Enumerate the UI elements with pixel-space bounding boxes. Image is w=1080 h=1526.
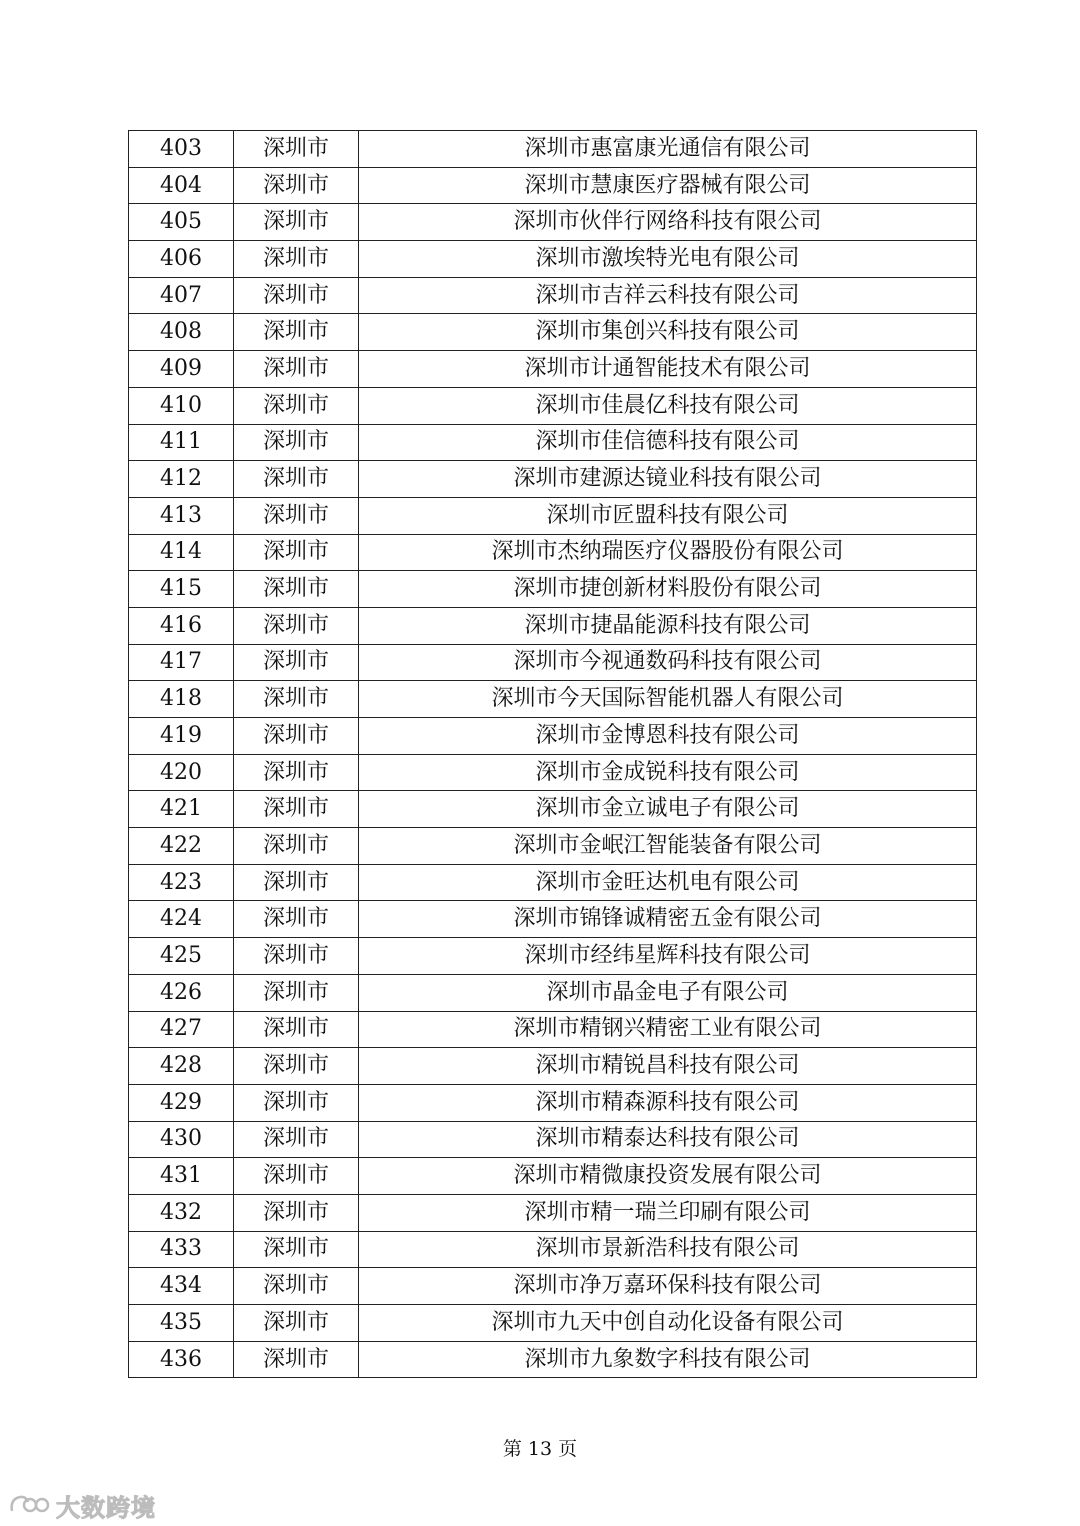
city-cell: 深圳市 bbox=[234, 424, 359, 461]
city-cell: 深圳市 bbox=[234, 1305, 359, 1342]
table-row bbox=[129, 461, 977, 498]
company-name-cell: 深圳市经纬星辉科技有限公司 bbox=[359, 938, 977, 975]
table-row bbox=[129, 1048, 977, 1085]
city-cell: 深圳市 bbox=[234, 864, 359, 901]
company-name-cell: 深圳市九天中创自动化设备有限公司 bbox=[359, 1305, 977, 1342]
company-name-cell: 深圳市金立诚电子有限公司 bbox=[359, 791, 977, 828]
company-name-cell: 深圳市激埃特光电有限公司 bbox=[359, 241, 977, 278]
city-cell: 深圳市 bbox=[234, 974, 359, 1011]
row-number-cell: 424 bbox=[129, 901, 234, 938]
city-cell: 深圳市 bbox=[234, 131, 359, 168]
company-name-cell: 深圳市建源达镜业科技有限公司 bbox=[359, 461, 977, 498]
table-row bbox=[129, 497, 977, 534]
table-row bbox=[129, 277, 977, 314]
city-cell: 深圳市 bbox=[234, 938, 359, 975]
row-number-cell: 427 bbox=[129, 1011, 234, 1048]
row-number-cell: 416 bbox=[129, 607, 234, 644]
company-name-cell: 深圳市金博恩科技有限公司 bbox=[359, 718, 977, 755]
company-name-cell: 深圳市惠富康光通信有限公司 bbox=[359, 131, 977, 168]
city-cell: 深圳市 bbox=[234, 901, 359, 938]
company-name-cell: 深圳市金岷江智能装备有限公司 bbox=[359, 828, 977, 865]
table-row bbox=[129, 1011, 977, 1048]
table-row bbox=[129, 351, 977, 388]
watermark-text: 大数跨境 bbox=[56, 1494, 156, 1522]
table-row bbox=[129, 864, 977, 901]
row-number-cell: 430 bbox=[129, 1121, 234, 1158]
company-name-cell: 深圳市金成锐科技有限公司 bbox=[359, 754, 977, 791]
company-name-cell: 深圳市佳信德科技有限公司 bbox=[359, 424, 977, 461]
table-row bbox=[129, 1194, 977, 1231]
table-row bbox=[129, 1305, 977, 1342]
city-cell: 深圳市 bbox=[234, 204, 359, 241]
row-number-cell: 423 bbox=[129, 864, 234, 901]
table-row bbox=[129, 241, 977, 278]
brand-logo-icon bbox=[8, 1491, 50, 1521]
company-name-cell: 深圳市晶金电子有限公司 bbox=[359, 974, 977, 1011]
table-row bbox=[129, 718, 977, 755]
city-cell: 深圳市 bbox=[234, 754, 359, 791]
city-cell: 深圳市 bbox=[234, 314, 359, 351]
company-name-cell: 深圳市精森源科技有限公司 bbox=[359, 1084, 977, 1121]
table-row bbox=[129, 131, 977, 168]
row-number-cell: 432 bbox=[129, 1194, 234, 1231]
row-number-cell: 412 bbox=[129, 461, 234, 498]
city-cell: 深圳市 bbox=[234, 828, 359, 865]
company-name-cell: 深圳市金旺达机电有限公司 bbox=[359, 864, 977, 901]
row-number-cell: 419 bbox=[129, 718, 234, 755]
company-name-cell: 深圳市慧康医疗器械有限公司 bbox=[359, 167, 977, 204]
city-cell: 深圳市 bbox=[234, 497, 359, 534]
city-cell: 深圳市 bbox=[234, 1194, 359, 1231]
company-name-cell: 深圳市九象数字科技有限公司 bbox=[359, 1341, 977, 1378]
table-row bbox=[129, 828, 977, 865]
city-cell: 深圳市 bbox=[234, 1158, 359, 1195]
table-row bbox=[129, 974, 977, 1011]
row-number-cell: 420 bbox=[129, 754, 234, 791]
city-cell: 深圳市 bbox=[234, 534, 359, 571]
row-number-cell: 425 bbox=[129, 938, 234, 975]
company-name-cell: 深圳市精泰达科技有限公司 bbox=[359, 1121, 977, 1158]
row-number-cell: 433 bbox=[129, 1231, 234, 1268]
company-name-cell: 深圳市捷晶能源科技有限公司 bbox=[359, 607, 977, 644]
row-number-cell: 436 bbox=[129, 1341, 234, 1378]
table-body bbox=[129, 131, 977, 1378]
row-number-cell: 404 bbox=[129, 167, 234, 204]
row-number-cell: 428 bbox=[129, 1048, 234, 1085]
company-name-cell: 深圳市伙伴行网络科技有限公司 bbox=[359, 204, 977, 241]
city-cell: 深圳市 bbox=[234, 1341, 359, 1378]
row-number-cell: 431 bbox=[129, 1158, 234, 1195]
company-name-cell: 深圳市精微康投资发展有限公司 bbox=[359, 1158, 977, 1195]
row-number-cell: 415 bbox=[129, 571, 234, 608]
page-number: 第 13 页 bbox=[502, 1438, 578, 1460]
table-row bbox=[129, 791, 977, 828]
table-row bbox=[129, 1231, 977, 1268]
city-cell: 深圳市 bbox=[234, 607, 359, 644]
company-name-cell: 深圳市吉祥云科技有限公司 bbox=[359, 277, 977, 314]
row-number-cell: 411 bbox=[129, 424, 234, 461]
table-row bbox=[129, 571, 977, 608]
city-cell: 深圳市 bbox=[234, 681, 359, 718]
row-number-cell: 408 bbox=[129, 314, 234, 351]
row-number-cell: 413 bbox=[129, 497, 234, 534]
company-name-cell: 深圳市杰纳瑞医疗仪器股份有限公司 bbox=[359, 534, 977, 571]
city-cell: 深圳市 bbox=[234, 1084, 359, 1121]
city-cell: 深圳市 bbox=[234, 387, 359, 424]
city-cell: 深圳市 bbox=[234, 644, 359, 681]
table-row bbox=[129, 644, 977, 681]
company-name-cell: 深圳市今天国际智能机器人有限公司 bbox=[359, 681, 977, 718]
table-row bbox=[129, 1084, 977, 1121]
company-name-cell: 深圳市今视通数码科技有限公司 bbox=[359, 644, 977, 681]
table-row bbox=[129, 387, 977, 424]
city-cell: 深圳市 bbox=[234, 1121, 359, 1158]
table-row bbox=[129, 1268, 977, 1305]
table-row bbox=[129, 204, 977, 241]
company-name-cell: 深圳市锦锋诚精密五金有限公司 bbox=[359, 901, 977, 938]
row-number-cell: 406 bbox=[129, 241, 234, 278]
city-cell: 深圳市 bbox=[234, 351, 359, 388]
table-row bbox=[129, 1121, 977, 1158]
row-number-cell: 407 bbox=[129, 277, 234, 314]
city-cell: 深圳市 bbox=[234, 1231, 359, 1268]
table-row bbox=[129, 167, 977, 204]
row-number-cell: 410 bbox=[129, 387, 234, 424]
company-name-cell: 深圳市集创兴科技有限公司 bbox=[359, 314, 977, 351]
company-name-cell: 深圳市捷创新材料股份有限公司 bbox=[359, 571, 977, 608]
table-row bbox=[129, 1341, 977, 1378]
company-name-cell: 深圳市匠盟科技有限公司 bbox=[359, 497, 977, 534]
table-row bbox=[129, 681, 977, 718]
company-name-cell: 深圳市景新浩科技有限公司 bbox=[359, 1231, 977, 1268]
row-number-cell: 405 bbox=[129, 204, 234, 241]
table-row bbox=[129, 901, 977, 938]
city-cell: 深圳市 bbox=[234, 241, 359, 278]
city-cell: 深圳市 bbox=[234, 461, 359, 498]
row-number-cell: 426 bbox=[129, 974, 234, 1011]
city-cell: 深圳市 bbox=[234, 167, 359, 204]
row-number-cell: 421 bbox=[129, 791, 234, 828]
row-number-cell: 409 bbox=[129, 351, 234, 388]
row-number-cell: 429 bbox=[129, 1084, 234, 1121]
company-name-cell: 深圳市净万嘉环保科技有限公司 bbox=[359, 1268, 977, 1305]
city-cell: 深圳市 bbox=[234, 791, 359, 828]
table-row bbox=[129, 754, 977, 791]
company-name-cell: 深圳市佳晨亿科技有限公司 bbox=[359, 387, 977, 424]
table-row bbox=[129, 607, 977, 644]
company-name-cell: 深圳市计通智能技术有限公司 bbox=[359, 351, 977, 388]
city-cell: 深圳市 bbox=[234, 1048, 359, 1085]
row-number-cell: 435 bbox=[129, 1305, 234, 1342]
table-row bbox=[129, 1158, 977, 1195]
city-cell: 深圳市 bbox=[234, 1268, 359, 1305]
row-number-cell: 414 bbox=[129, 534, 234, 571]
row-number-cell: 417 bbox=[129, 644, 234, 681]
city-cell: 深圳市 bbox=[234, 1011, 359, 1048]
table-row bbox=[129, 534, 977, 571]
company-name-cell: 深圳市精一瑞兰印刷有限公司 bbox=[359, 1194, 977, 1231]
city-cell: 深圳市 bbox=[234, 571, 359, 608]
company-name-cell: 深圳市精锐昌科技有限公司 bbox=[359, 1048, 977, 1085]
city-cell: 深圳市 bbox=[234, 718, 359, 755]
company-list-table bbox=[128, 130, 977, 1378]
row-number-cell: 418 bbox=[129, 681, 234, 718]
city-cell: 深圳市 bbox=[234, 277, 359, 314]
row-number-cell: 434 bbox=[129, 1268, 234, 1305]
watermark bbox=[8, 1488, 156, 1523]
company-name-cell: 深圳市精钢兴精密工业有限公司 bbox=[359, 1011, 977, 1048]
row-number-cell: 422 bbox=[129, 828, 234, 865]
table-row bbox=[129, 314, 977, 351]
table-row bbox=[129, 424, 977, 461]
table-row bbox=[129, 938, 977, 975]
row-number-cell: 403 bbox=[129, 131, 234, 168]
